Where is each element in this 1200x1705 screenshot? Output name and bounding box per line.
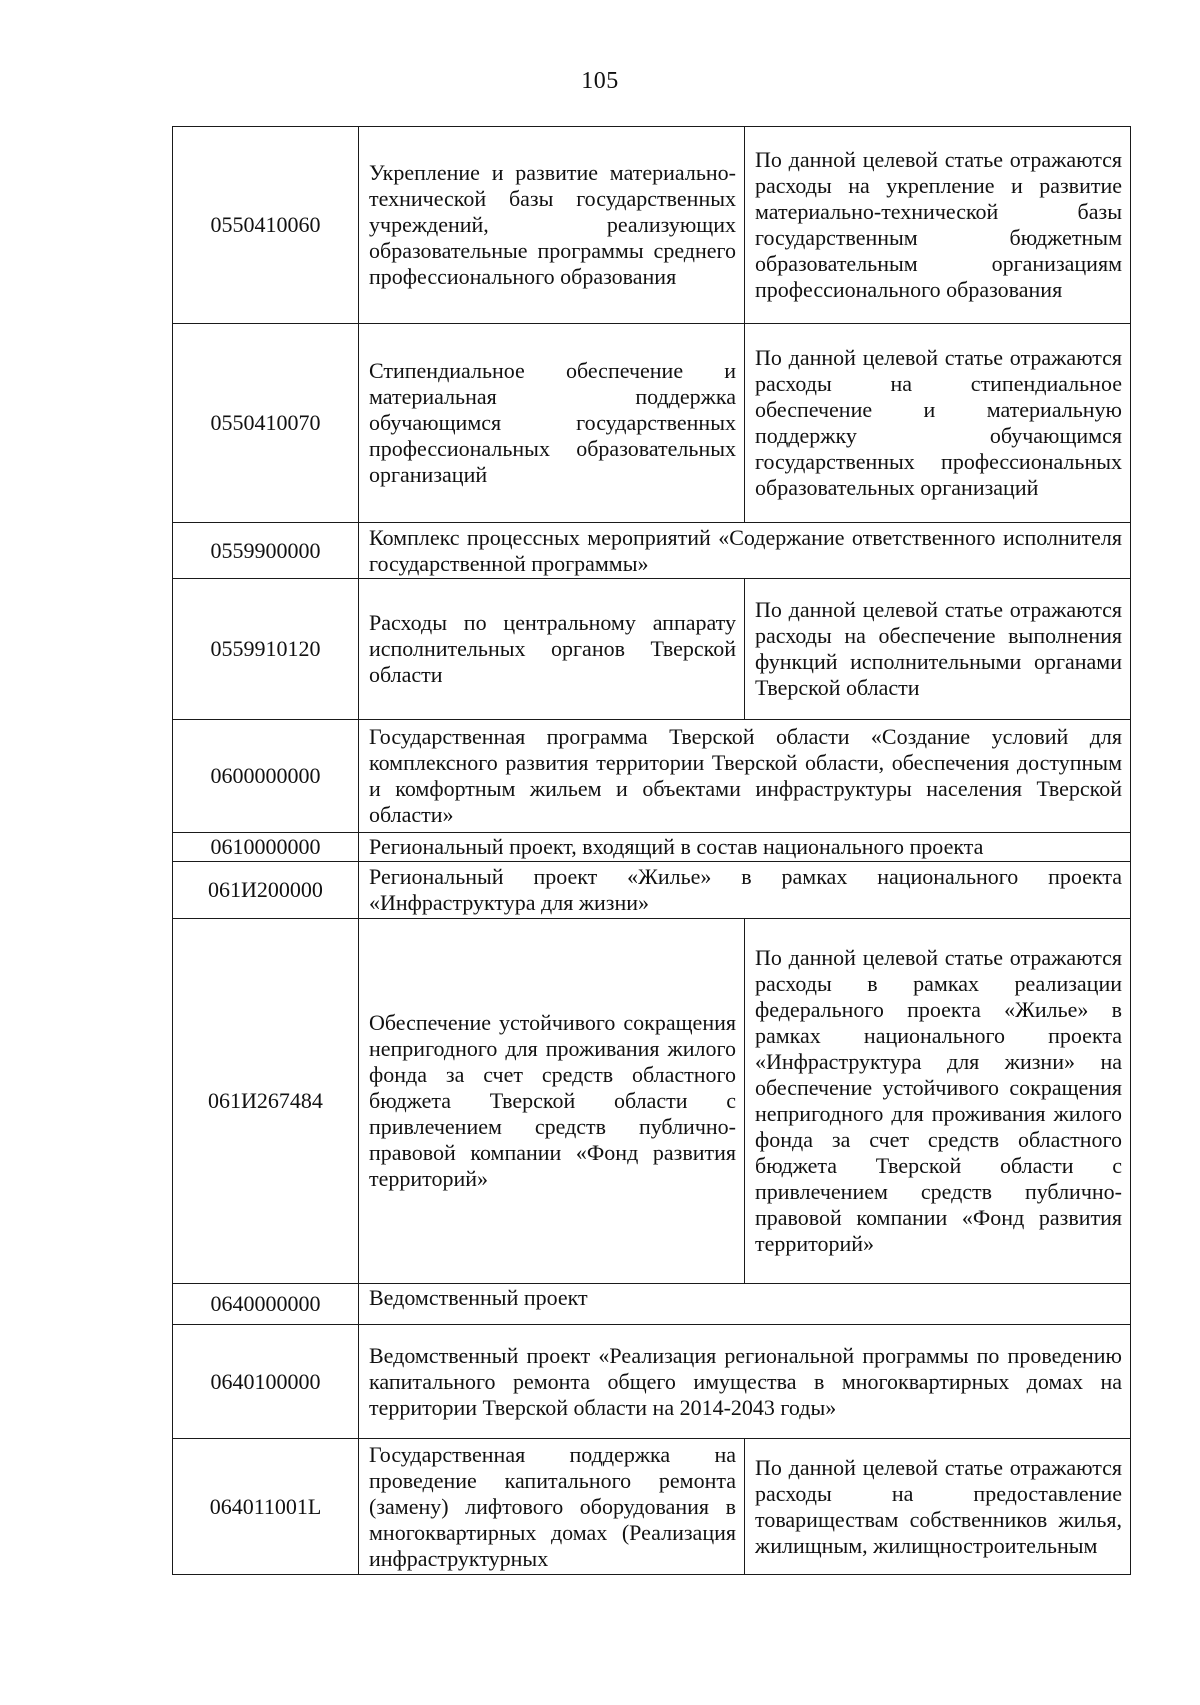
table-row [173,919,1131,1284]
table-row [173,1325,1131,1439]
target-code: 0610000000 [173,833,359,862]
target-code: 0559910120 [173,579,359,720]
table-row [173,523,1131,579]
target-code: 0559900000 [173,523,359,579]
page-number: 105 [581,68,619,94]
target-name: Стипендиальное обеспечение и материальная поддержка обучающимся государственных профессиональных образовательных организаций [359,324,745,523]
target-name: Региональный проект «Жилье» в рамках национального проекта «Инфраструктура для жизни» [359,862,1131,919]
table-row [173,579,1131,720]
table-row [173,324,1131,523]
target-name: Обеспечение устойчивого сокращения непригодного для проживания жилого фонда за счет средств областного бюджета Тверской области с привлечением средств публично-правовой компании «Фонд развития территорий» [359,919,745,1284]
target-name: Государственная программа Тверской области «Создание условий для комплексного развития территории Тверской области, обеспечения доступным и комфортным жильем и объектами инфраструктуры населения Тверской области» [359,720,1131,833]
target-name: Государственная поддержка на проведение капитального ремонта (замену) лифтового оборудования в многоквартирных домах (Реализация инфраструктурных [359,1439,745,1575]
target-name: Расходы по центральному аппарату исполнительных органов Тверской области [359,579,745,720]
table-row [173,833,1131,862]
target-code: 0600000000 [173,720,359,833]
target-code: 061И200000 [173,862,359,919]
table-row [173,127,1131,324]
target-name: Региональный проект, входящий в состав национального проекта [359,833,1131,862]
table-row [173,1284,1131,1325]
target-code: 0640000000 [173,1284,359,1325]
table-row [173,720,1131,833]
target-code: 0550410060 [173,127,359,324]
target-name: Ведомственный проект [359,1284,1131,1325]
target-description: По данной целевой статье отражаются расходы на стипендиальное обеспечение и материальную поддержку обучающимся государственных профессиональных образовательных организаций [745,324,1131,523]
table-row [173,862,1131,919]
target-code: 0640100000 [173,1325,359,1439]
target-code: 0550410070 [173,324,359,523]
target-name: Ведомственный проект «Реализация региональной программы по проведению капитального ремонта общего имущества в многоквартирных домах на территории Тверской области на 2014-2043 годы» [359,1325,1131,1439]
target-code: 064011001L [173,1439,359,1575]
budget-classification-table [172,126,1131,1575]
target-description: По данной целевой статье отражаются расходы на обеспечение выполнения функций исполнительными органами Тверской области [745,579,1131,720]
target-description: По данной целевой статье отражаются расходы на укрепление и развитие материально-технической базы государственным бюджетным образовательным организациям профессионального образования [745,127,1131,324]
target-name: Комплекс процессных мероприятий «Содержание ответственного исполнителя государственной программы» [359,523,1131,579]
target-description: По данной целевой статье отражаются расходы в рамках реализации федерального проекта «Жилье» в рамках национального проекта «Инфраструктура для жизни» на обеспечение устойчивого сокращения непригодного для проживания жилого фонда за счет средств областного бюджета Тверской области с привлечением средств публично-правовой компании «Фонд развития территорий» [745,919,1131,1284]
target-code: 061И267484 [173,919,359,1284]
target-description: По данной целевой статье отражаются расходы на предоставление товариществам собственников жилья, жилищным, жилищностроительным [745,1439,1131,1575]
target-name: Укрепление и развитие материально-технической базы государственных учреждений, реализующих образовательные программы среднего профессионального образования [359,127,745,324]
table-row [173,1439,1131,1575]
